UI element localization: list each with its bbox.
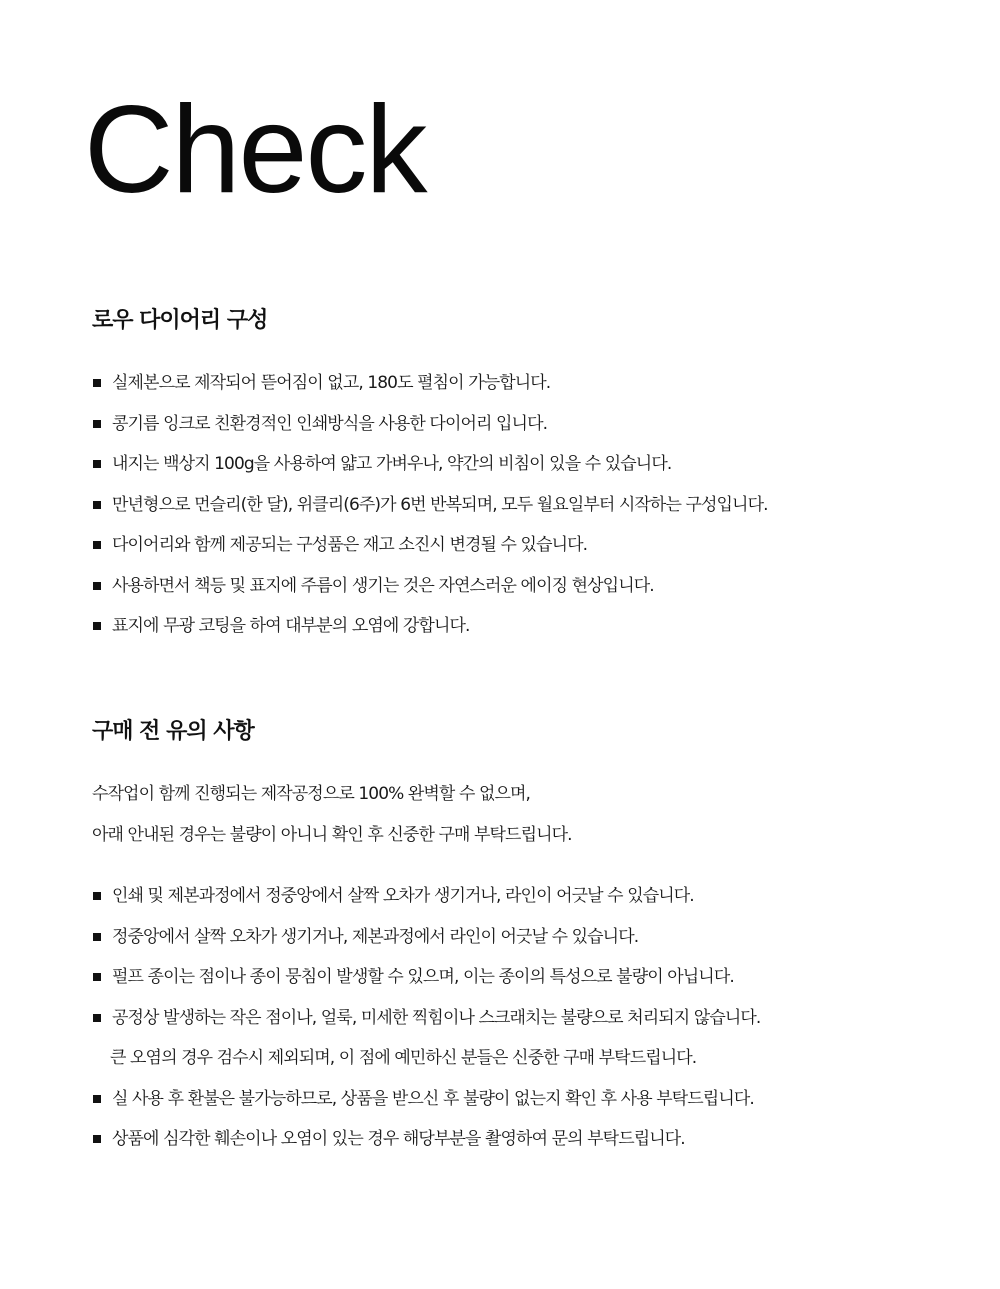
list-item-text: 상품에 심각한 훼손이나 오염이 있는 경우 해당부분을 촬영하여 문의 부탁드립니다.	[112, 1129, 685, 1149]
list-item	[92, 957, 760, 998]
bullet-icon	[93, 933, 101, 941]
list-item-text: 공정상 발생하는 작은 점이나, 얼룩, 미세한 찍힘이나 스크래치는 불량으로 처리되지 않습니다.	[112, 1007, 761, 1028]
list-item	[92, 1079, 760, 1120]
list-item	[92, 404, 768, 445]
list-item-text: 실제본으로 제작되어 뜯어짐이 없고, 180도 펼침이 가능합니다.	[112, 373, 551, 393]
intro-line: 수작업이 함께 진행되는 제작공정으로 100% 완벽할 수 없으며,	[92, 784, 531, 804]
list-item-text: 만년형으로 먼슬리(한 달), 위클리(6주)가 6번 반복되며, 모두 월요일부터 시작하는 구성입니다.	[112, 494, 768, 515]
list-item-text: 내지는 백상지 100g을 사용하여 얇고 가벼우나, 약간의 비침이 있을 수 있습니다.	[112, 454, 672, 474]
bullet-icon	[93, 1095, 101, 1103]
list-item-text: 실 사용 후 환불은 불가능하므로, 상품을 받으신 후 불량이 없는지 확인 후 사용 부탁드립니다.	[112, 1088, 754, 1109]
list-item-continuation	[92, 1038, 760, 1079]
list-item-text: 다이어리와 함께 제공되는 구성품은 재고 소진시 변경될 수 있습니다.	[112, 535, 588, 555]
list-item	[92, 917, 760, 958]
bullet-icon	[93, 420, 101, 428]
caution-intro	[92, 774, 572, 855]
list-item-text: 큰 오염의 경우 검수시 제외되며, 이 점에 예민하신 분들은 신중한 구매 부탁드립니다.	[110, 1048, 697, 1068]
list-item	[92, 485, 768, 526]
bullet-icon	[93, 582, 101, 590]
list-item	[92, 876, 760, 917]
list-item-text: 사용하면서 책등 및 표지에 주름이 생기는 것은 자연스러운 에이징 현상입니다.	[112, 575, 654, 596]
composition-heading: 로우 다이어리 구성	[92, 308, 268, 333]
bullet-icon	[93, 973, 101, 981]
list-item	[92, 566, 768, 607]
caution-list	[92, 876, 760, 1160]
bullet-icon	[93, 892, 101, 900]
list-item	[92, 525, 768, 566]
intro-line: 아래 안내된 경우는 불량이 아니니 확인 후 신중한 구매 부탁드립니다.	[92, 824, 572, 845]
list-item-text: 정중앙에서 살짝 오차가 생기거나, 제본과정에서 라인이 어긋날 수 있습니다.	[112, 926, 639, 947]
list-item	[92, 1119, 760, 1160]
page-title: Check	[84, 81, 426, 219]
list-item-text: 인쇄 및 제본과정에서 정중앙에서 살짝 오차가 생기거나, 라인이 어긋날 수 있습니다.	[112, 886, 694, 906]
bullet-icon	[93, 1135, 101, 1143]
list-item	[92, 363, 768, 404]
composition-list	[92, 363, 768, 647]
bullet-icon	[93, 1014, 101, 1022]
bullet-icon	[93, 460, 101, 468]
list-item	[92, 444, 768, 485]
caution-heading: 구매 전 유의 사항	[92, 719, 254, 744]
list-item	[92, 998, 760, 1039]
bullet-icon	[93, 379, 101, 387]
list-item-text: 콩기름 잉크로 친환경적인 인쇄방식을 사용한 다이어리 입니다.	[112, 413, 548, 434]
bullet-icon	[93, 541, 101, 549]
list-item-text: 펄프 종이는 점이나 종이 뭉침이 발생할 수 있으며, 이는 종이의 특성으로 불량이 아닙니다.	[112, 967, 734, 987]
bullet-icon	[93, 501, 101, 509]
bullet-icon	[93, 622, 101, 630]
list-item	[92, 606, 768, 647]
list-item-text: 표지에 무광 코팅을 하여 대부분의 오염에 강합니다.	[112, 616, 470, 636]
